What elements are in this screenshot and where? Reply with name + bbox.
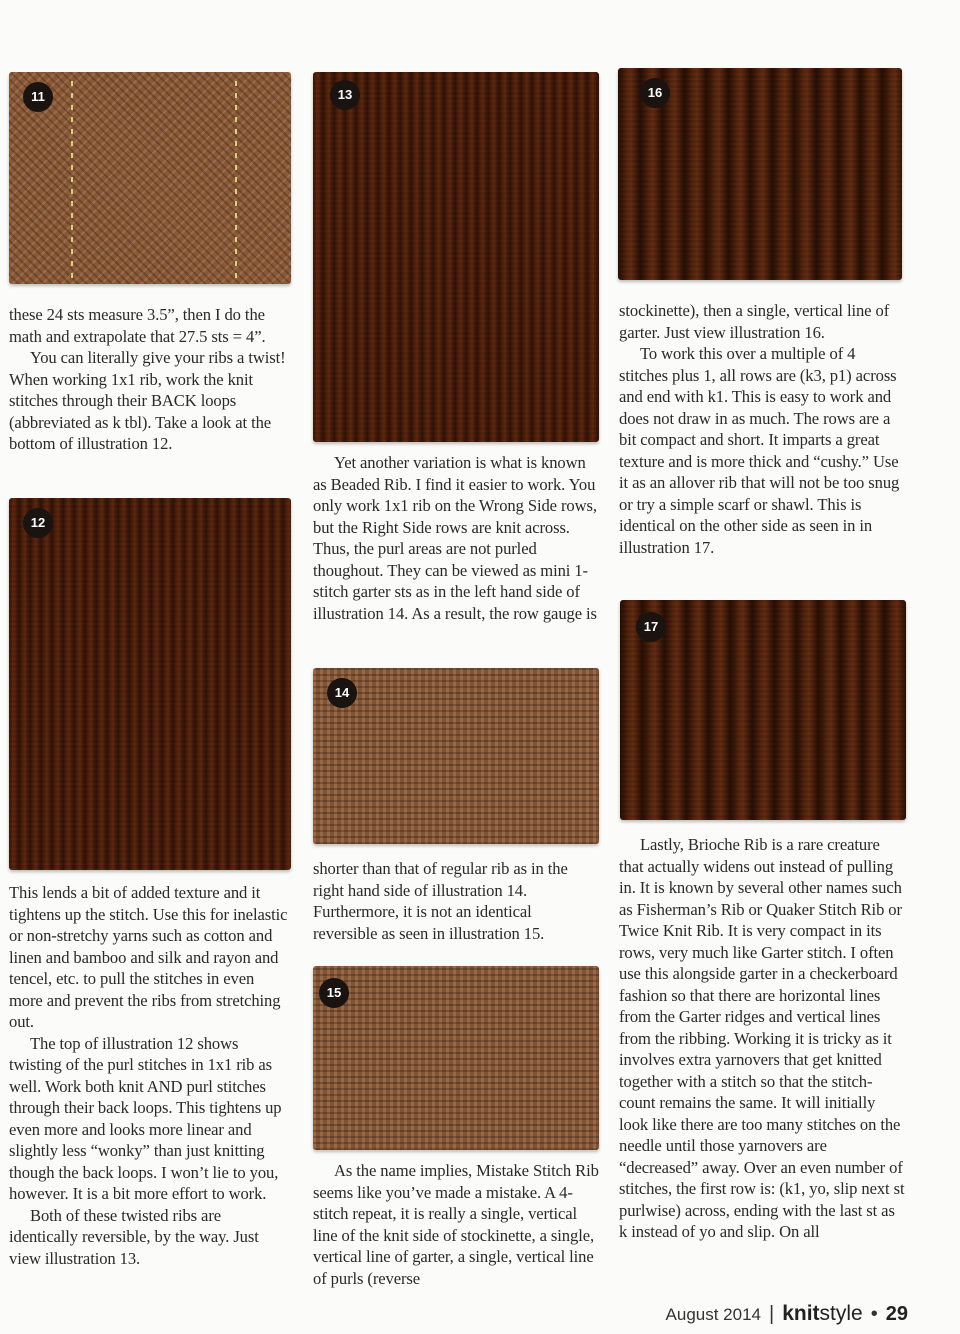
column-2-top-text — [313, 452, 599, 624]
illustration-12 — [9, 498, 291, 870]
footer-bullet: • — [870, 1303, 878, 1325]
paragraph: This lends a bit of added texture and it tightens up the stitch. Use this for inelastic or non-stretchy yarns such as cotton and linen and bamboo and silk and rayon and tencel, etc. to pull the stitches in even more and prevent the ribs from stretching out. — [9, 883, 288, 1031]
illustration-16 — [618, 68, 902, 280]
page-footer — [666, 1302, 908, 1332]
beaded-rib-swatch-photo — [313, 966, 599, 1150]
figure-number-badge: 13 — [330, 80, 360, 110]
paragraph: The top of illustration 12 shows twisting of the purl stitches in 1x1 rib as well. Work both knit AND purl stitches through their back loops. This tightens up even more and looks more linear and slightly less “wonky” than just knitting though the back loops. I won’t lie to you, however. It is a bit more effort to work. — [9, 1033, 282, 1203]
figure-number-badge: 12 — [23, 508, 53, 538]
illustration-14 — [313, 668, 599, 844]
twisted-rib-swatch-photo — [313, 72, 599, 442]
figure-number-badge: 16 — [640, 78, 670, 108]
column-3-bottom-text — [619, 834, 905, 1243]
illustration-17 — [620, 600, 906, 820]
figure-number-badge: 17 — [636, 612, 666, 642]
column-3-top-text — [619, 300, 905, 558]
figure-number-badge: 14 — [327, 678, 357, 708]
figure-number-badge: 15 — [319, 978, 349, 1008]
column-1-top-text — [9, 304, 291, 455]
figure-number-badge: 11 — [23, 82, 53, 112]
paragraph: stockinette), then a single, vertical line of garter. Just view illustration 16. — [619, 301, 890, 342]
paragraph: To work this over a multiple of 4 stitches plus 1, all rows are (k3, p1) across and end with k1. This is easy to work and does not draw in as much. The rows are a bit compact and short. It imparts a great texture and is more thick and “cushy.” Use it as an allover rib that will not be too snug or try a simple scarf or shawl. This is identical on the other side as seen in in illustration 17. — [619, 344, 900, 557]
footer-separator: | — [769, 1303, 775, 1325]
twisted-rib-swatch-photo — [9, 498, 291, 870]
paragraph: shorter than that of regular rib as in the right hand side of illustration 14. Furthermore, it is not an identical reversible as seen in illustration 15. — [313, 859, 568, 943]
page-number: 29 — [885, 1303, 908, 1325]
paragraph: You can literally give your ribs a twist! When working 1x1 rib, work the knit stitches through their BACK loops (abbreviated as k tbl). Take a look at the bottom of illustration 12. — [9, 348, 286, 453]
column-2-middle-text — [313, 858, 599, 944]
paragraph: these 24 sts measure 3.5”, then I do the math and extrapolate that 27.5 sts = 4”. — [9, 305, 266, 346]
magazine-brand-bold: knit — [782, 1302, 820, 1325]
issue-date: August 2014 — [665, 1305, 761, 1324]
column-1-bottom-text — [9, 882, 291, 1269]
illustration-11 — [9, 72, 291, 284]
illustration-13 — [313, 72, 599, 442]
marker-thread — [235, 78, 237, 278]
illustration-15 — [313, 966, 599, 1150]
paragraph: Yet another variation is what is known as Beaded Rib. I find it easier to work. You only work 1x1 rib on the Wrong Side rows, but the Right Side rows are knit across. Thus, the purl areas are not purled thoughout. They can be viewed as mini 1-stitch garter sts as in the left hand side of illustration 14. As a result, the row gauge is — [313, 453, 597, 623]
marker-thread — [71, 78, 73, 278]
magazine-brand-regular: style — [819, 1302, 863, 1325]
paragraph: As the name implies, Mistake Stitch Rib seems like you’ve made a mistake. A 4-stitch repeat, it is really a single, vertical line of the knit side of stockinette, a single, vertical line of garter, a single, vertical line of purls (reverse — [313, 1161, 599, 1288]
paragraph: Lastly, Brioche Rib is a rare creature that actually widens out instead of pulling in. It is known by several other names such as Fisherman’s Rib or Quaker Stitch Rib or Twice Knit Rib. It is very compact in its rows, very much like Garter stitch. I often use this alongside garter in a checkerboard fashion so that there are horizontal lines from the Garter ridges and vertical lines from the ribbing. Working it is tricky as it involves extra yarnovers that get knitted together with a stitch so that the stitch-count remains the same. It will initially look like there are too many stitches on the needle until those yarnovers are “decreased” away. Over an even number of stitches, the first row is: (k1, yo, slip next st purlwise) across, ending with the last st as k instead of yo and slip. On all — [619, 835, 905, 1241]
column-2-bottom-text — [313, 1160, 599, 1289]
paragraph: Both of these twisted ribs are identically reversible, by the way. Just view illustration 13. — [9, 1205, 259, 1268]
